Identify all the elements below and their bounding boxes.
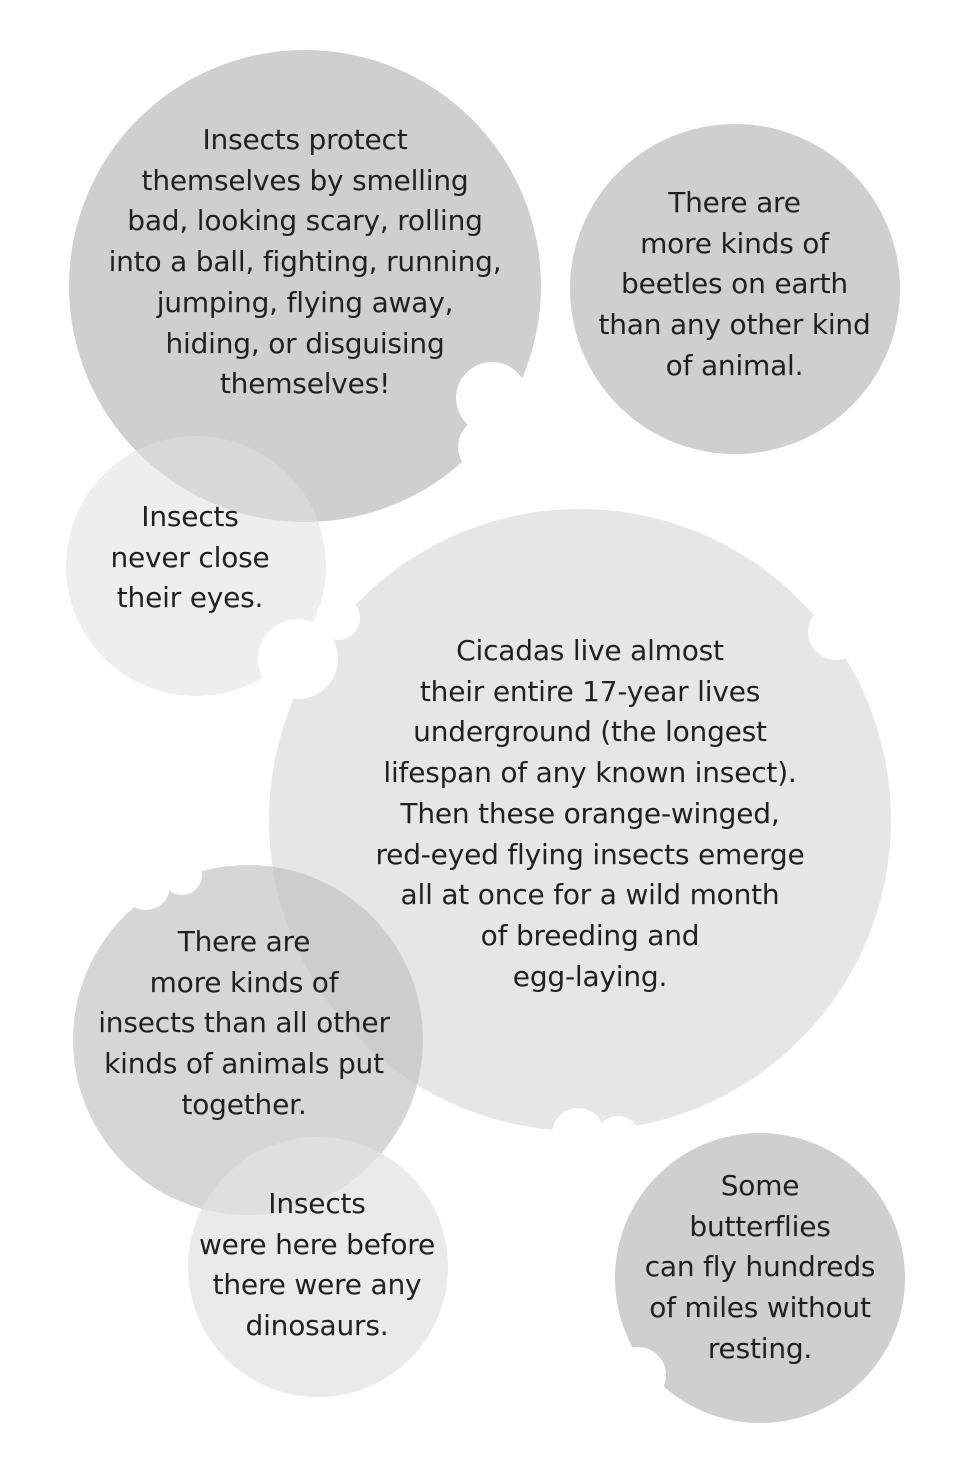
- bite-mark: [458, 417, 518, 477]
- fact-protection: Insects protect themselves by smelling bad, looking scary, rolling into a ball, fighting, running, jumping, flying away, hiding, or disguising themselves!: [108, 123, 502, 401]
- fact-eyes: Insects never close their eyes.: [110, 500, 270, 615]
- fact-cicadas: Cicadas live almost their entire 17-year lives underground (the longest lifespan of any known insect). Then these orange-winged, red-eyed flying insects emerge all at once for a wild month of breeding and egg-laying.: [375, 634, 805, 993]
- fact-dinosaurs: Insects were here before there were any dinosaurs.: [198, 1187, 436, 1343]
- fact-beetles: There are more kinds of beetles on earth than any other kind of animal.: [598, 186, 871, 382]
- bite-mark: [808, 604, 864, 660]
- fact-kinds: There are more kinds of insects than all other kinds of animals put together.: [98, 925, 390, 1121]
- bite-mark: [316, 596, 360, 640]
- fact-butterflies: Some butterflies can fly hundreds of miles without resting.: [644, 1169, 876, 1365]
- bite-mark: [596, 1116, 640, 1160]
- bite-mark: [122, 862, 170, 910]
- bite-mark: [162, 855, 202, 895]
- bite-mark: [552, 1108, 604, 1160]
